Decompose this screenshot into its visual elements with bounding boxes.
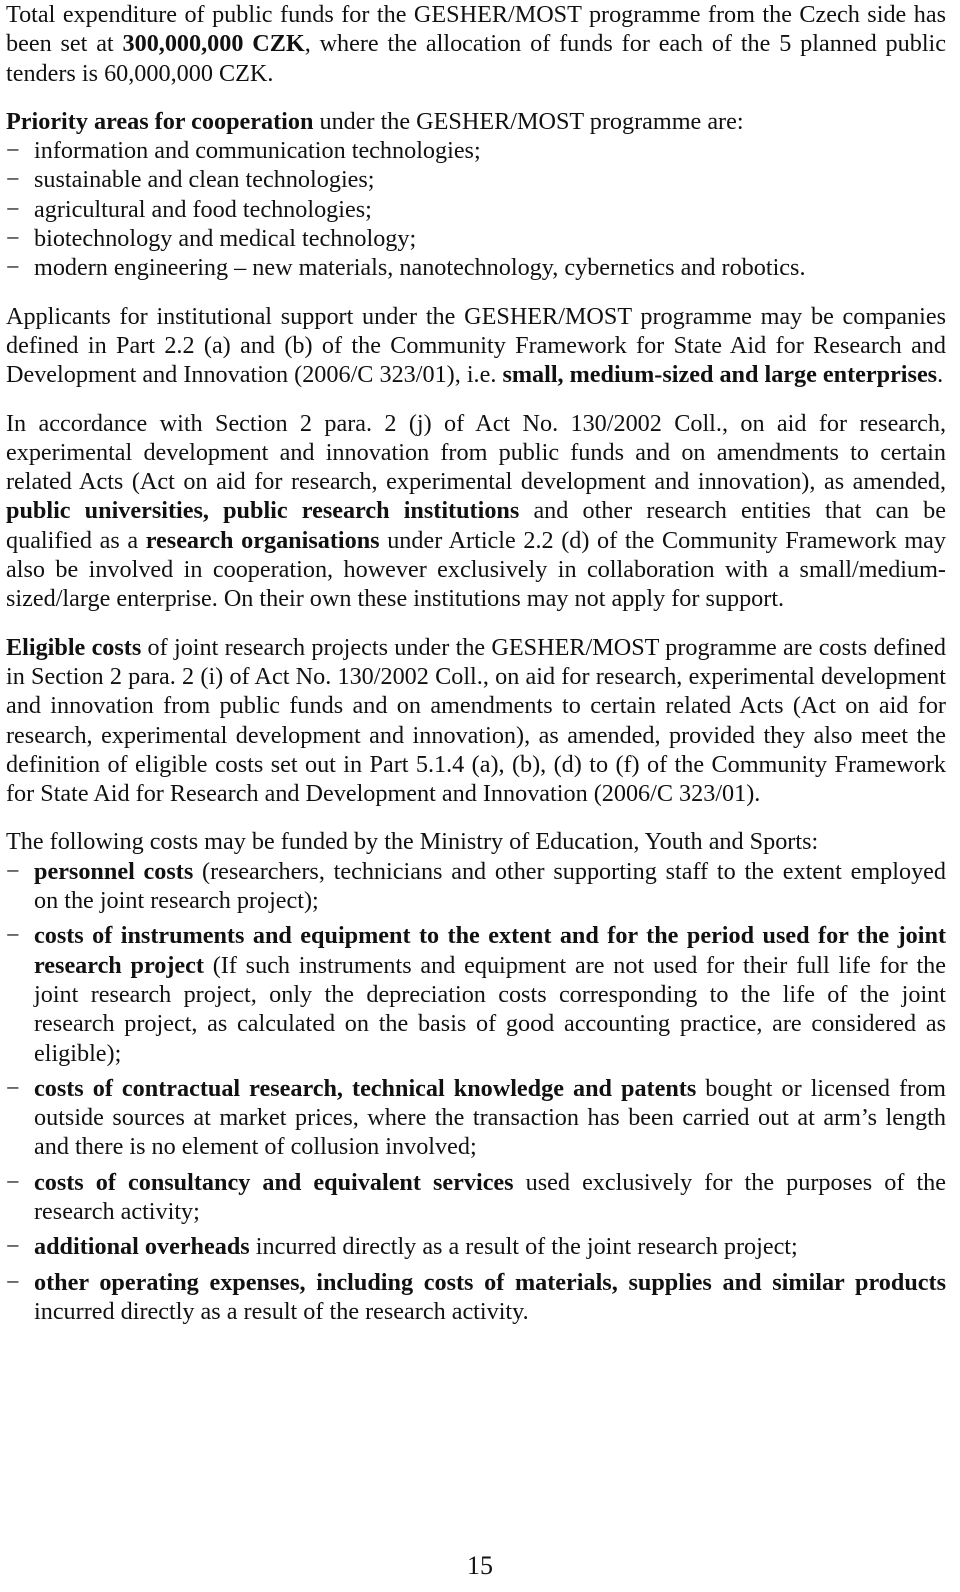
priority-item: − biotechnology and medical technology; (6, 224, 946, 253)
cost-item-bold: additional overheads (34, 1233, 250, 1261)
priority-heading-rest: under the GESHER/MOST programme are: (313, 107, 744, 135)
paragraph-eligible (6, 633, 946, 809)
cost-item (6, 857, 946, 916)
cost-item-bold: costs of instruments and equipment to the extent and for the period used for the joint research project (34, 922, 946, 979)
cost-item-text: incurred directly as a result of the joint research project; (249, 1233, 798, 1261)
priority-heading (6, 107, 946, 136)
expenditure-text-pre: Total expenditure of public funds for the GESHER/MOST programme from the Czech side has been set at (6, 1, 946, 58)
applicants-bold: small, medium-sized and large enterprises (502, 361, 938, 389)
page-number: 15 (467, 1551, 493, 1580)
section-text-2: and other research entities that can be qualified as a (6, 497, 947, 554)
cost-item (6, 1268, 946, 1327)
costs-intro: The following costs may be funded by the Ministry of Education, Youth and Sports: (6, 828, 819, 856)
priority-heading-bold: Priority areas for cooperation (6, 107, 314, 135)
eligible-bold: Eligible costs (6, 633, 142, 661)
priority-list (6, 136, 946, 282)
cost-item-text: bought or licensed from outside sources at market prices, where the transaction has been carried out at arm’s length and there is no element of collusion involved; (34, 1074, 946, 1161)
cost-item-bold: personnel costs (34, 857, 194, 885)
applicants-end: . (937, 361, 944, 389)
cost-item-bold: costs of contractual research, technical knowledge and patents (34, 1074, 697, 1102)
cost-item-bold: costs of consultancy and equivalent services (34, 1168, 514, 1196)
paragraph-expenditure (6, 0, 946, 88)
cost-item (6, 1232, 946, 1261)
section-bold-1: public universities, public research institutions (6, 497, 520, 525)
cost-item (6, 921, 946, 1067)
cost-item (6, 1168, 946, 1227)
paragraph-section (6, 409, 946, 614)
document-page (6, 0, 946, 1332)
priority-item: − agricultural and food technologies; (6, 195, 946, 224)
eligible-text: of joint research projects under the GESHER/MOST programme are costs defined in Section 2 para. 2 (i) of Act No. 130/2002 Coll., on aid for research, experimental development and innovation from public funds and on amendments to certain related Acts (Act on aid for research, experimental development and innovation), as amended, provided they also meet the definition of eligible costs set out in Part 5.1.4 (a), (b), (d) to (f) of the Community Framework for State Aid for Research and Development and Innovation (2006/C 323/01). (6, 633, 946, 808)
costs-list (6, 857, 946, 1326)
priority-item: − information and communication technologies; (6, 136, 946, 165)
expenditure-amount: 300,000,000 CZK (122, 30, 305, 58)
cost-item-text: used exclusively for the purposes of the research activity; (34, 1168, 946, 1225)
section-bold-2: research organisations (145, 526, 380, 554)
cost-item (6, 1074, 946, 1162)
cost-item-text: (researchers, technicians and other supporting staff to the extent employed on the joint research project); (34, 857, 946, 915)
section-text-3: under Article 2.2 (d) of the Community Framework may also be involved in cooperation, however exclusively in collaboration with a small/medium-sized/large enterprise. On their own these institutions may not apply for support. (6, 526, 946, 613)
cost-item-bold: other operating expenses, including costs of materials, supplies and similar products (34, 1268, 946, 1296)
cost-item-text: (If such instruments and equipment are not used for their full life for the joint research project, only the depreciation costs corresponding to the life of the joint research project, as calculated on the basis of good accounting practice, are considered as eligible); (34, 951, 947, 1067)
applicants-text: Applicants for institutional support under the GESHER/MOST programme may be companies defined in Part 2.2 (a) and (b) of the Community Framework for State Aid for Research and Development and Innovation (2006/C 323/01), i.e. (6, 302, 946, 389)
section-text-1: In accordance with Section 2 para. 2 (j) of Act No. 130/2002 Coll., on aid for research, experimental development and innovation from public funds and on amendments to certain related Acts (Act on aid for research, experimental development and innovation), as amended, (6, 409, 946, 496)
paragraph-applicants (6, 302, 946, 390)
cost-item-text: incurred directly as a result of the research activity. (34, 1297, 529, 1325)
priority-item: − modern engineering – new materials, nanotechnology, cybernetics and robotics. (6, 253, 946, 282)
expenditure-text-post: , where the allocation of funds for each of the 5 planned public tenders is 60,000,000 CZK. (6, 30, 947, 87)
priority-item: − sustainable and clean technologies; (6, 165, 946, 194)
